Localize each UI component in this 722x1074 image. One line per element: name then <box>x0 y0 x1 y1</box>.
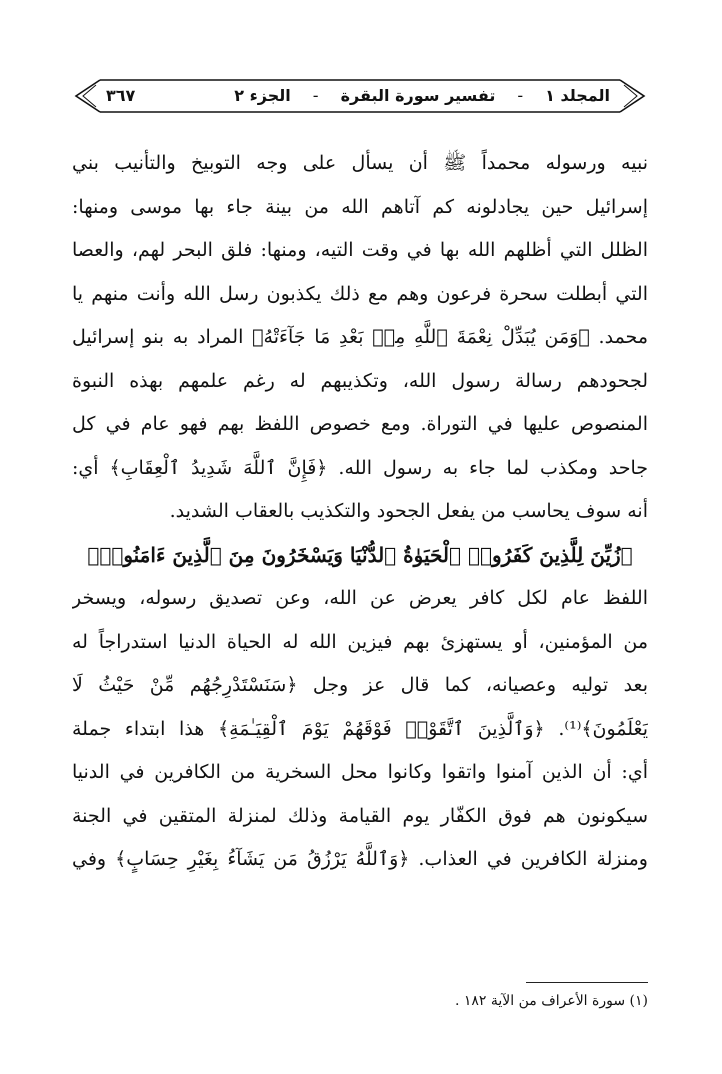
header-surah-title: تفسير سورة البقرة <box>340 85 496 105</box>
running-header <box>72 76 648 116</box>
text-line: اللفظ عام لكل كافر يعرض عن الله، وعن تصديق رسوله، ويسخر <box>72 587 648 609</box>
text-line: أنه سوف يحاسب من يفعل الجحود والتكذيب بالعقاب الشديد. <box>169 500 648 522</box>
text-line: ومنزلة الكافرين في العذاب. ﴿وَٱللَّهُ يَرْزُقُ مَن يَشَآءُ بِغَيْرِ حِسَابٍ﴾ وفي <box>72 848 648 870</box>
header-separator: - <box>312 85 319 105</box>
text-line: يَعْلَمُونَ﴾⁽¹⁾. ﴿وَٱلَّذِينَ ٱتَّقَوْا۟ فَوْقَهُمْ يَوْمَ ٱلْقِيَـٰمَةِ﴾ هذا ابتداء جملة <box>72 717 648 740</box>
text-line: التي أبطلت سحرة فرعون وهم مع ذلك يكذبون رسل الله وأنت منهم يا <box>72 282 648 305</box>
text-line: بعد توليه وعصيانه، كما قال عز وجل ﴿سَنَسْتَدْرِجُهُم مِّنْ حَيْثُ لَا <box>72 674 648 696</box>
main-text <box>72 142 648 882</box>
text-line: سيكونون هم فوق الكفّار يوم القيامة وذلك لمنزلة المتقين في الجنة <box>72 804 648 827</box>
text-line: أي: أن الذين آمنوا واتقوا وكانوا محل السخرية من الكافرين في الدنيا <box>72 761 648 783</box>
header-separator: - <box>517 85 524 105</box>
text-line: الظلل التي أظلهم الله بها في وقت التيه، ومنها: فلق البحر لهم، والعصا <box>72 239 648 261</box>
text-line: لجحودهم رسالة رسول الله، وتكذيبهم له رغم علمهم بهذه النبوة <box>72 369 648 392</box>
quran-verse-line: ﴿زُيِّنَ لِلَّذِينَ كَفَرُوا۟ ٱلْحَيَوٰةُ ٱلدُّنْيَا وَيَسْخَرُونَ مِنَ ٱلَّذِينَ ءَامَنُوا۟﴾ <box>87 542 633 567</box>
footnote-divider <box>526 982 648 983</box>
header-content <box>102 82 618 108</box>
text-line: جاحد ومكذب لما جاء به رسول الله. ﴿فَإِنَّ ٱللَّهَ شَدِيدُ ٱلْعِقَابِ﴾ أي: <box>72 456 648 479</box>
text-line: من المؤمنين، أو يستهزئ بهم فيزين الله له الحياة الدنيا استدراجاً له <box>72 630 648 653</box>
text-line: محمد. ﴿وَمَن يُبَدِّلْ نِعْمَةَ ٱللَّهِ مِنۢ بَعْدِ مَا جَآءَتْهُ﴾ المراد به بنو إسرائيل <box>72 326 648 348</box>
footnote: (١) سورة الأعراف من الآية ١٨٢ . <box>454 993 648 1009</box>
text-line: إسرائيل حين يجادلونه كم آتاهم الله من بينة جاء بها موسى ومنها: <box>72 195 648 218</box>
text-line: نبيه ورسوله محمداً ﷺ أن يسأل على وجه التوبيخ والتأنيب بني <box>72 152 648 174</box>
header-volume: المجلد ١ <box>545 85 610 105</box>
text-line: المنصوص عليها في التوراة. ومع خصوص اللفظ بهم فهو عام في كل <box>72 413 648 435</box>
header-part: الجزء ٢ <box>234 85 291 105</box>
page-number: ٣٦٧ <box>106 85 136 105</box>
